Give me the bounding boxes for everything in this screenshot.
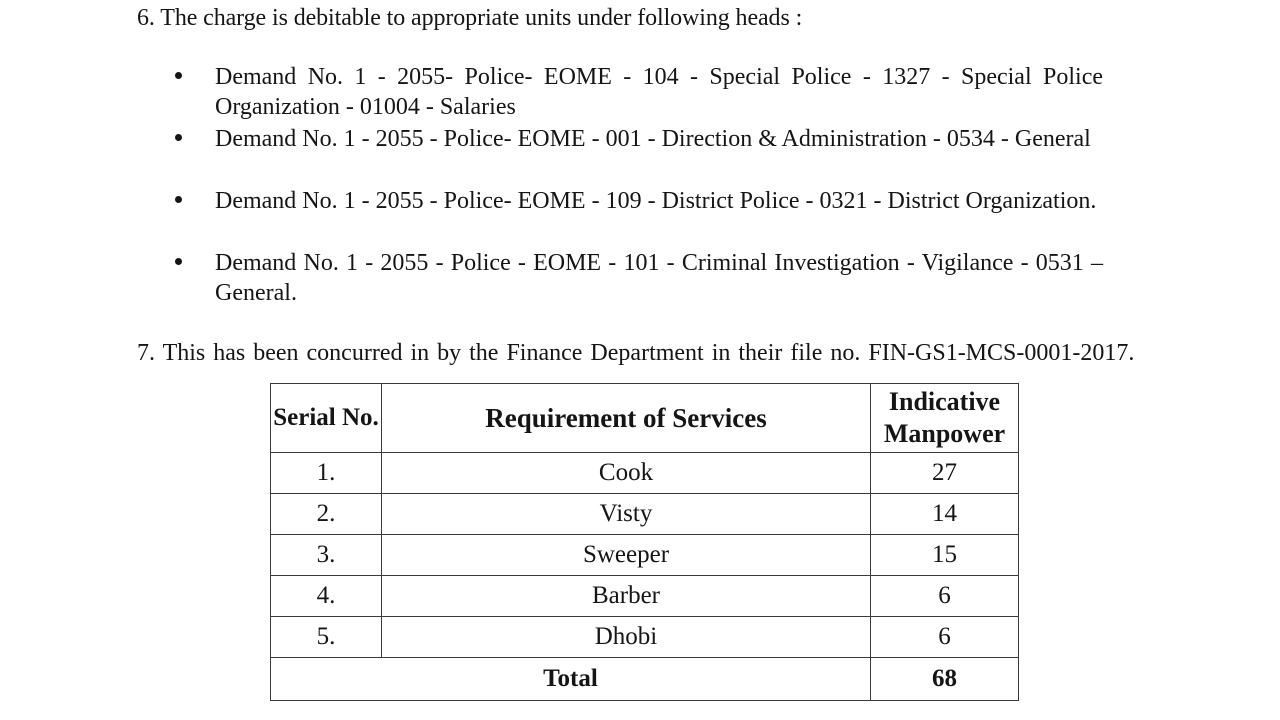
table-row <box>271 576 1019 617</box>
table-row <box>271 494 1019 535</box>
bullet-icon <box>175 258 182 265</box>
manpower-cell: 15 <box>871 535 1019 576</box>
bullet-icon <box>175 196 182 203</box>
serial-cell: 4. <box>271 576 382 617</box>
table-row <box>271 617 1019 658</box>
header-requirement: Requirement of Services <box>382 384 871 453</box>
header-serial-no: Serial No. <box>271 384 382 453</box>
total-value: 68 <box>871 658 1019 701</box>
serial-cell: 3. <box>271 535 382 576</box>
table-row <box>271 453 1019 494</box>
list-item <box>173 124 1103 186</box>
manpower-table <box>270 383 1019 701</box>
header-manpower: Indicative Manpower <box>871 384 1019 453</box>
manpower-cell: 27 <box>871 453 1019 494</box>
service-cell: Cook <box>382 453 871 494</box>
serial-cell: 1. <box>271 453 382 494</box>
list-item-text: Demand No. 1 - 2055 - Police- EOME - 001 - Direction & Administration - 0534 - General <box>215 126 1091 152</box>
paragraph-7: 7. This has been concurred in by the Finance Department in their file no. FIN-GS1-MCS-0001-2017. <box>137 340 1135 366</box>
list-item-text: Demand No. 1 - 2055 - Police- EOME - 109 - District Police - 0321 - District Organization. <box>215 188 1097 214</box>
service-cell: Sweeper <box>382 535 871 576</box>
serial-cell: 5. <box>271 617 382 658</box>
service-cell: Barber <box>382 576 871 617</box>
table-header-row <box>271 384 1019 453</box>
manpower-cell: 6 <box>871 576 1019 617</box>
bullet-icon <box>175 134 182 141</box>
manpower-cell: 14 <box>871 494 1019 535</box>
table-row <box>271 535 1019 576</box>
serial-cell: 2. <box>271 494 382 535</box>
list-item <box>173 62 1103 124</box>
total-label: Total <box>271 658 871 701</box>
service-cell: Dhobi <box>382 617 871 658</box>
list-item-text: Demand No. 1 - 2055 - Police - EOME - 101 - Criminal Investigation - Vigilance - 0531 – General. <box>215 250 1103 306</box>
list-item-text: Demand No. 1 - 2055- Police- EOME - 104 - Special Police - 1327 - Special Police Organization - 01004 - Salaries <box>215 64 1103 120</box>
total-row <box>271 658 1019 701</box>
bullet-icon <box>175 72 182 79</box>
paragraph-6: 6. The charge is debitable to appropriate units under following heads : <box>137 5 803 31</box>
charge-heads-list <box>173 62 1103 310</box>
list-item <box>173 186 1103 248</box>
manpower-cell: 6 <box>871 617 1019 658</box>
service-cell: Visty <box>382 494 871 535</box>
list-item <box>173 248 1103 310</box>
